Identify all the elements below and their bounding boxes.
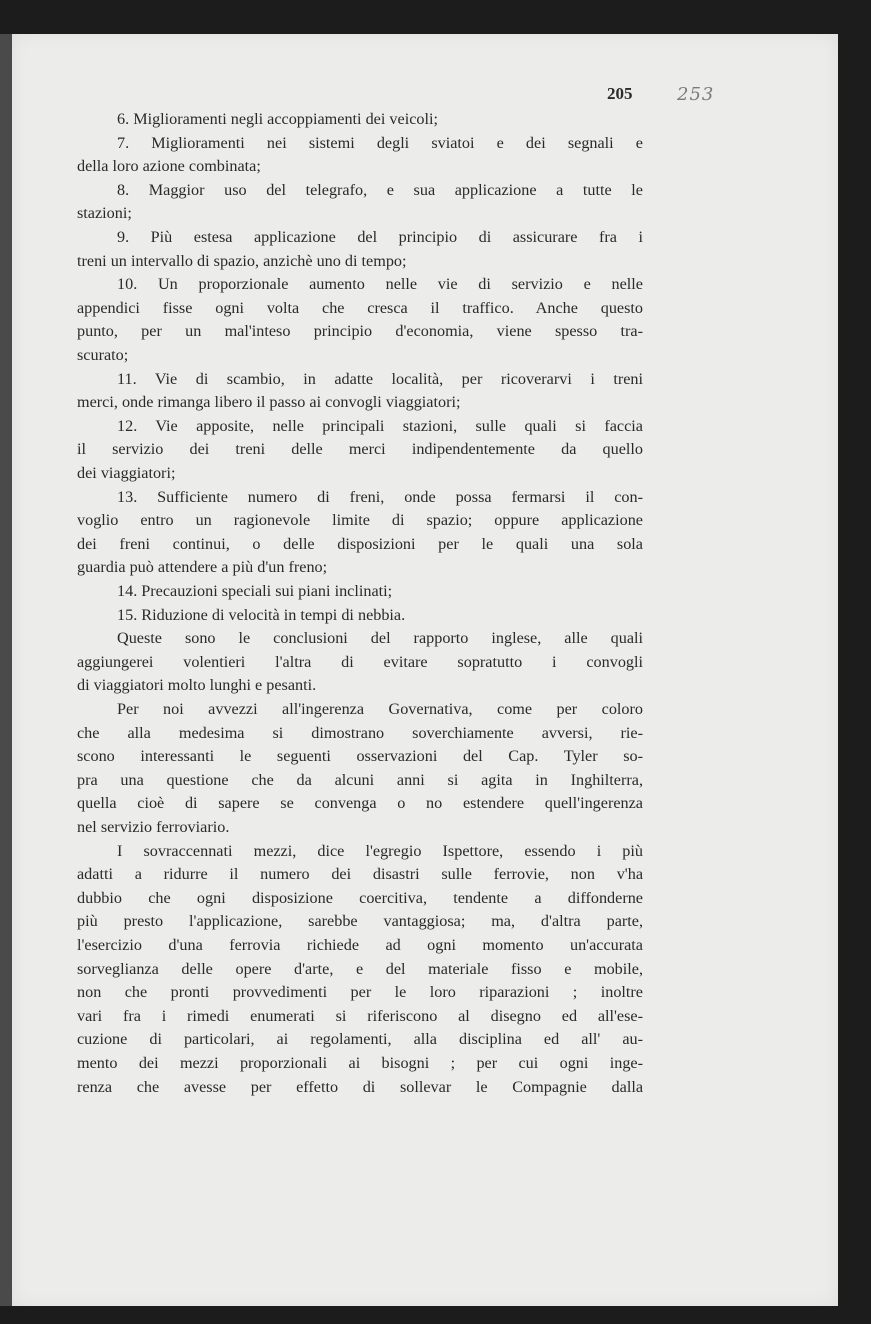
page-number: 205 (607, 84, 633, 103)
text-line: merci, onde rimanga libero il passo ai convogli viaggiatori; (77, 393, 461, 412)
text-line: nel servizio ferroviario. (77, 818, 230, 836)
text-line: 12. Vie apposite, nelle principali stazioni, sulle quali si faccia (117, 416, 643, 435)
text-line: pra una questione che da alcuni anni si agita in Inghilterra, (77, 770, 643, 789)
text-line: voglio entro un ragionevole limite di spazio; oppure applicazione (77, 511, 643, 530)
text-line: scurato; (77, 346, 129, 364)
text-line: 9. Più estesa applicazione del principio di assicurare fra i (117, 228, 643, 246)
text-line: sorveglianza delle opere d'arte, e del materiale fisso e mobile, (77, 959, 643, 978)
text-line: appendici fisse ogni volta che cresca il traffico. Anche questo (77, 298, 643, 317)
text-line: 14. Precauzioni speciali sui piani inclinati; (117, 582, 393, 600)
text-line: di viaggiatori molto lunghi e pesanti. (77, 676, 317, 695)
text-line: 13. Sufficiente numero di freni, onde possa fermarsi il con- (117, 487, 643, 506)
text-line: aggiungerei volentieri l'altra di evitare sopratutto i convogli (77, 652, 643, 671)
text-line: 11. Vie di scambio, in adatte località, per ricoverarvi i treni (117, 369, 643, 388)
text-line: mento dei mezzi proporzionali ai bisogni ; per cui ogni inge- (77, 1054, 643, 1072)
text-line: 7. Miglioramenti nei sistemi degli sviatoi e dei segnali e (117, 133, 643, 152)
text-line: dei viaggiatori; (77, 464, 176, 482)
text-line: stazioni; (77, 204, 132, 223)
text-line: I sovraccennati mezzi, dice l'egregio Ispettore, essendo i più (117, 841, 643, 860)
text-line: 6. Miglioramenti negli accoppiamenti dei veicoli; (117, 110, 438, 128)
text-line: punto, per un mal'inteso principio d'economia, viene spesso tra- (77, 322, 643, 341)
text-line: l'esercizio d'una ferrovia richiede ad ogni momento un'accurata (77, 936, 643, 954)
text-line: Queste sono le conclusioni del rapporto inglese, alle quali (117, 629, 643, 648)
text-line: cuzione di particolari, ai regolamenti, alla disciplina ed all' au- (77, 1030, 643, 1049)
text-line: adatti a ridurre il numero dei disastri sulle ferrovie, non v'ha (77, 865, 643, 884)
text-line: 10. Un proporzionale aumento nelle vie di servizio e nelle (117, 275, 643, 294)
text-line: Per noi avvezzi all'ingerenza Governativa, come per coloro (117, 700, 643, 718)
handwritten-page-number: 253 (677, 84, 715, 105)
scan-left-edge (0, 34, 12, 1306)
text-line: quella cioè di sapere se convenga o no estendere quell'ingerenza (77, 794, 643, 813)
text-line: più presto l'applicazione, sarebbe vantaggiosa; ma, d'altra parte, (77, 912, 643, 931)
text-line: renza che avesse per effetto di sollevar le Compagnie dalla (77, 1077, 643, 1096)
text-line: vari fra i rimedi enumerati si riferiscono al disegno ed all'ese- (77, 1006, 643, 1025)
text-line: scono interessanti le seguenti osservazioni del Cap. Tyler so- (77, 747, 643, 766)
text-line: 15. Riduzione di velocità in tempi di nebbia. (117, 605, 406, 624)
text-line: che alla medesima si dimostrano soverchiamente avversi, rie- (77, 723, 643, 742)
text-line: il servizio dei treni delle merci indipendentemente da quello (77, 440, 643, 459)
text-line: guardia può attendere a più d'un freno; (77, 558, 328, 577)
text-line: 8. Maggior uso del telegrafo, e sua applicazione a tutte le (117, 180, 643, 199)
text-line: dei freni continui, o delle disposizioni per le quali una sola (77, 534, 643, 553)
text-line: non che pronti provvedimenti per le loro riparazioni ; inoltre (77, 983, 643, 1002)
body-text (77, 108, 643, 1108)
text-line: della loro azione combinata; (77, 157, 261, 176)
text-line: dubbio che ogni disposizione coercitiva, tendente a diffonderne (77, 888, 643, 907)
text-line: treni un intervallo di spazio, anzichè uno di tempo; (77, 251, 407, 270)
